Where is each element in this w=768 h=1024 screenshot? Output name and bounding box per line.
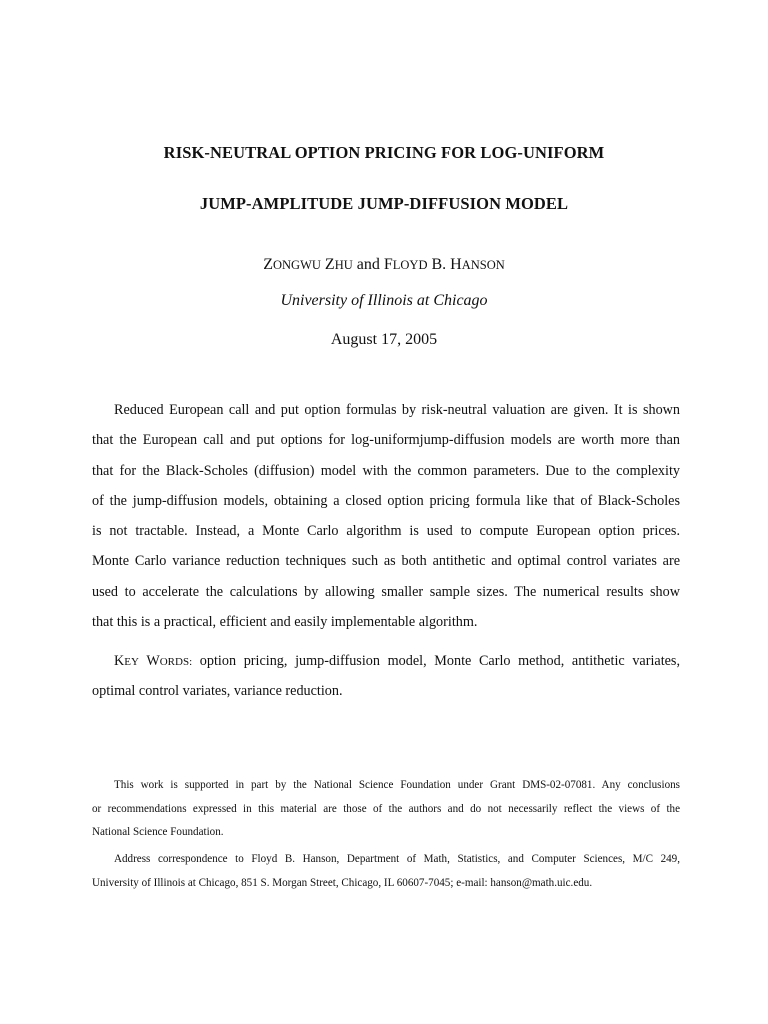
keywords-label: KEY WORDS: bbox=[114, 653, 193, 669]
author-2: FLOYD B. HANSON bbox=[383, 256, 505, 273]
paper-date: August 17, 2005 bbox=[330, 331, 438, 348]
footnote-line: National Science Foundation. bbox=[92, 826, 224, 838]
footnote-line: This work is supported in part by the National Science Foundation under Grant DMS-02-07081. Any conclusions bbox=[114, 779, 680, 791]
affiliation: University of Illinois at Chicago bbox=[280, 292, 488, 309]
author-connector: and bbox=[356, 256, 380, 273]
abstract-line: that for the Black-Scholes (diffusion) model with the common parameters. Due to the complexity bbox=[92, 462, 680, 479]
abstract-line: is not tractable. Instead, a Monte Carlo algorithm is used to compute European option prices. bbox=[92, 523, 680, 540]
keywords-text: option pricing, jump-diffusion model, Monte Carlo method, antithetic variates, bbox=[199, 653, 680, 669]
keywords-line: optimal control variates, variance reduction. bbox=[92, 683, 343, 700]
footnote-address bbox=[92, 848, 680, 895]
abstract-line: that the European call and put options for log-uniformjump-diffusion models are worth more than bbox=[92, 432, 680, 449]
abstract-line: that this is a practical, efficient and easily implementable algorithm. bbox=[92, 614, 478, 631]
footnote-line: or recommendations expressed in this material are those of the authors and do not necessarily reflect the views of the bbox=[92, 802, 680, 815]
abstract-line: used to accelerate the calculations by allowing smaller sample sizes. The numerical results show bbox=[92, 583, 680, 600]
author-line bbox=[0, 256, 768, 274]
abstract bbox=[92, 395, 680, 637]
footnote-support bbox=[92, 774, 680, 845]
footnote-line: University of Illinois at Chicago, 851 S. Morgan Street, Chicago, IL 60607-7045; e-mail: hanson@math.uic.edu. bbox=[92, 876, 593, 889]
paper-title-line-1: RISK-NEUTRAL OPTION PRICING FOR LOG-UNIFORM bbox=[163, 143, 605, 162]
keywords-line bbox=[92, 646, 680, 676]
paper-title-line-2: JUMP-AMPLITUDE JUMP-DIFFUSION MODEL bbox=[199, 194, 569, 213]
author-1: ZONGWU ZHU bbox=[263, 256, 353, 273]
abstract-line: of the jump-diffusion models, obtaining a closed option pricing formula like that of Black-Scholes bbox=[92, 492, 680, 509]
abstract-line: Reduced European call and put option formulas by risk-neutral valuation are given. It is shown bbox=[114, 402, 680, 418]
keywords bbox=[92, 646, 680, 707]
abstract-line: Monte Carlo variance reduction techniques such as both antithetic and optimal control variates are bbox=[92, 553, 680, 570]
footnote-line: Address correspondence to Floyd B. Hanson, Department of Math, Statistics, and Computer Sciences, M/C 249, bbox=[114, 853, 680, 865]
